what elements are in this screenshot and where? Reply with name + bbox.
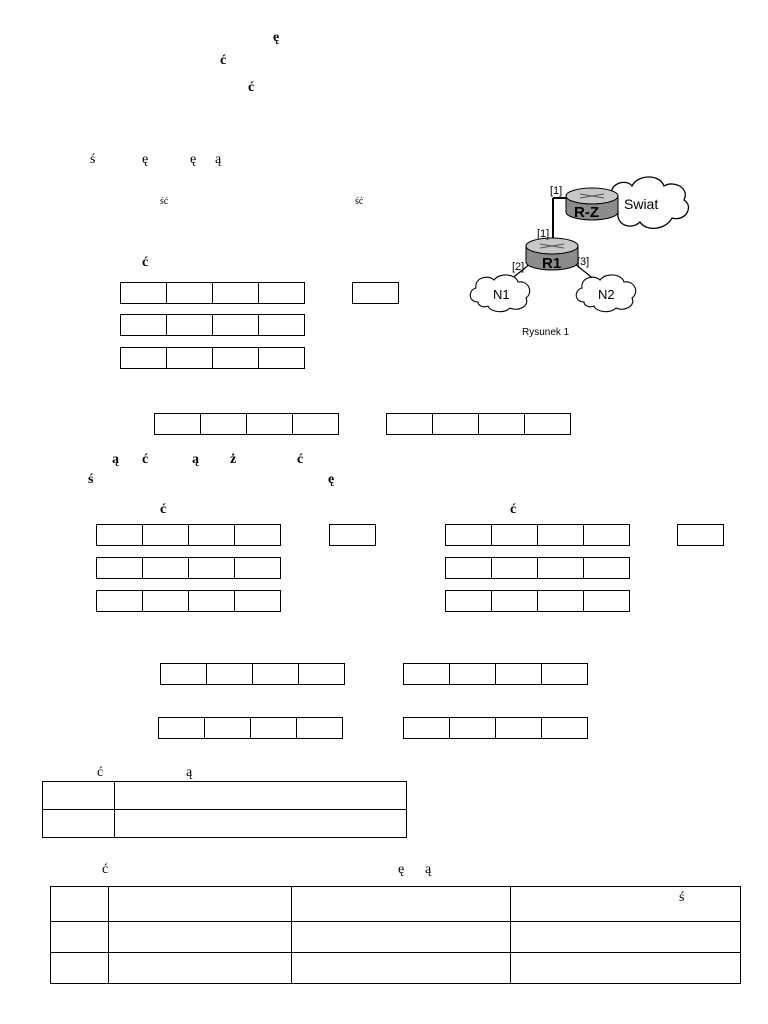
q2-octets-row-4-right bbox=[403, 663, 587, 685]
octet-input[interactable] bbox=[524, 413, 571, 435]
q2-glyph-2: ć bbox=[142, 452, 149, 467]
octet-input[interactable] bbox=[491, 590, 538, 612]
octet-input[interactable] bbox=[96, 590, 143, 612]
q2-octets-row-5-right bbox=[403, 717, 587, 739]
octet-input[interactable] bbox=[166, 282, 213, 304]
q1-sub-glyph-2: ść bbox=[355, 196, 364, 207]
q2-octets-row-5-left bbox=[158, 717, 342, 739]
network-diagram bbox=[460, 170, 700, 345]
octet-input[interactable] bbox=[445, 524, 492, 546]
table-cell[interactable] bbox=[51, 887, 109, 922]
q4-glyph-3: ą bbox=[425, 862, 432, 877]
octet-input[interactable] bbox=[142, 524, 189, 546]
octet-input[interactable] bbox=[120, 282, 167, 304]
table-cell[interactable] bbox=[511, 922, 741, 953]
table-row bbox=[43, 810, 407, 838]
q4-header-glyph: ś bbox=[679, 890, 685, 905]
octet-input[interactable] bbox=[403, 717, 450, 739]
q2-left-prefix-box[interactable] bbox=[329, 524, 376, 546]
octet-input[interactable] bbox=[154, 413, 201, 435]
q2-right-octets-row-2 bbox=[445, 557, 629, 579]
port-label-r1-up: [1] bbox=[537, 228, 550, 240]
diagram-caption: Rysunek 1 bbox=[522, 327, 570, 338]
router-label-r1: R1 bbox=[542, 255, 562, 272]
octet-input[interactable] bbox=[166, 347, 213, 369]
octet-input[interactable] bbox=[537, 524, 584, 546]
octet-input[interactable] bbox=[537, 590, 584, 612]
octet-input[interactable] bbox=[188, 524, 235, 546]
octet-input[interactable] bbox=[583, 524, 630, 546]
address-octets-row-5 bbox=[386, 413, 570, 435]
octet-input[interactable] bbox=[258, 282, 305, 304]
octet-input[interactable] bbox=[403, 663, 450, 685]
octet-input[interactable] bbox=[495, 717, 542, 739]
q2-right-octets-row-1 bbox=[445, 524, 629, 546]
octet-input[interactable] bbox=[204, 717, 251, 739]
octet-input[interactable] bbox=[432, 413, 479, 435]
address-octets-row-1 bbox=[120, 282, 304, 304]
octet-input[interactable] bbox=[258, 314, 305, 336]
q2-glyph-5: ć bbox=[297, 452, 304, 467]
octet-input[interactable] bbox=[541, 663, 588, 685]
octet-input[interactable] bbox=[537, 557, 584, 579]
table-cell[interactable] bbox=[115, 782, 407, 810]
q2-right-prefix-box[interactable] bbox=[677, 524, 724, 546]
q3-glyph-2: ą bbox=[186, 765, 193, 780]
table-row bbox=[43, 782, 407, 810]
octet-input[interactable] bbox=[188, 590, 235, 612]
q2-glyph-7: ę bbox=[328, 472, 335, 487]
octet-input[interactable] bbox=[212, 314, 259, 336]
cloud-label-world: Swiat bbox=[624, 196, 659, 212]
port-label-r1-right: [3] bbox=[577, 256, 590, 268]
q4-glyph-1: ć bbox=[102, 862, 109, 877]
octet-input[interactable] bbox=[234, 557, 281, 579]
table-cell[interactable] bbox=[109, 887, 292, 922]
header-glyph-1: ę bbox=[273, 30, 280, 45]
octet-input[interactable] bbox=[212, 347, 259, 369]
q2-left-octets-row-1 bbox=[96, 524, 280, 546]
table-cell[interactable] bbox=[115, 810, 407, 838]
q1-sub-glyph-1: ść bbox=[160, 196, 169, 207]
q2-glyph-1: ą bbox=[112, 452, 119, 467]
q2-octets-row-4-left bbox=[160, 663, 344, 685]
header-glyph-2: ć bbox=[220, 53, 227, 68]
octet-input[interactable] bbox=[246, 413, 293, 435]
q2-glyph-4: ż bbox=[230, 452, 237, 467]
prefix-box[interactable] bbox=[352, 282, 399, 304]
octet-input[interactable] bbox=[166, 314, 213, 336]
port-label-r1-left: [2] bbox=[512, 261, 525, 273]
table-cell[interactable] bbox=[109, 922, 292, 953]
q2-glyph-3: ą bbox=[192, 452, 199, 467]
q2-left-octets-row-3 bbox=[96, 590, 280, 612]
table-cell[interactable] bbox=[109, 953, 292, 984]
octet-input[interactable] bbox=[96, 557, 143, 579]
q2-label-left: ć bbox=[160, 502, 167, 517]
octet-input[interactable] bbox=[234, 524, 281, 546]
table-row bbox=[51, 887, 741, 922]
octet-input[interactable] bbox=[495, 663, 542, 685]
table-cell[interactable] bbox=[511, 887, 741, 922]
octet-input[interactable] bbox=[234, 590, 281, 612]
octet-input[interactable] bbox=[212, 282, 259, 304]
table-cell[interactable] bbox=[292, 922, 511, 953]
table-cell[interactable] bbox=[511, 953, 741, 984]
octet-input[interactable] bbox=[120, 314, 167, 336]
octet-input[interactable] bbox=[292, 413, 339, 435]
octet-input[interactable] bbox=[96, 524, 143, 546]
table-cell[interactable] bbox=[43, 782, 115, 810]
q1-glyph-3: ę bbox=[190, 152, 197, 167]
octet-input[interactable] bbox=[160, 663, 207, 685]
octet-input[interactable] bbox=[583, 590, 630, 612]
address-octets-row-4 bbox=[154, 413, 338, 435]
octet-input[interactable] bbox=[386, 413, 433, 435]
q3-glyph-1: ć bbox=[97, 765, 104, 780]
octet-input[interactable] bbox=[250, 717, 297, 739]
table-cell[interactable] bbox=[43, 810, 115, 838]
octet-input[interactable] bbox=[478, 413, 525, 435]
q2-glyph-6: ś bbox=[88, 472, 94, 487]
q1-glyph-1: ś bbox=[90, 152, 96, 167]
header-glyph-3: ć bbox=[248, 80, 255, 95]
octet-input[interactable] bbox=[200, 413, 247, 435]
table-cell[interactable] bbox=[51, 922, 109, 953]
q2-label-right: ć bbox=[510, 502, 517, 517]
table-cell[interactable] bbox=[51, 953, 109, 984]
octet-input[interactable] bbox=[296, 717, 343, 739]
octet-input[interactable] bbox=[445, 590, 492, 612]
octet-input[interactable] bbox=[541, 717, 588, 739]
octet-input[interactable] bbox=[142, 557, 189, 579]
octet-input[interactable] bbox=[158, 717, 205, 739]
q1-label-glyph: ć bbox=[142, 255, 149, 270]
q3-answer-table bbox=[42, 781, 407, 838]
table-row bbox=[51, 922, 741, 953]
q1-glyph-4: ą bbox=[215, 152, 222, 167]
address-octets-row-3 bbox=[120, 347, 304, 369]
octet-input[interactable] bbox=[449, 717, 496, 739]
table-cell[interactable] bbox=[292, 887, 511, 922]
cloud-label-n1: N1 bbox=[493, 287, 510, 302]
octet-input[interactable] bbox=[252, 663, 299, 685]
q2-left-octets-row-2 bbox=[96, 557, 280, 579]
octet-input[interactable] bbox=[120, 347, 167, 369]
q4-answer-table bbox=[50, 886, 741, 984]
octet-input[interactable] bbox=[445, 557, 492, 579]
octet-input[interactable] bbox=[188, 557, 235, 579]
q2-right-octets-row-3 bbox=[445, 590, 629, 612]
table-cell[interactable] bbox=[292, 953, 511, 984]
octet-input[interactable] bbox=[142, 590, 189, 612]
port-label-rz: [1] bbox=[550, 185, 563, 197]
q4-glyph-2: ę bbox=[398, 862, 405, 877]
address-octets-row-2 bbox=[120, 314, 304, 336]
octet-input[interactable] bbox=[449, 663, 496, 685]
octet-input[interactable] bbox=[491, 524, 538, 546]
router-label-rz: R-Z bbox=[574, 204, 599, 221]
table-row bbox=[51, 953, 741, 984]
cloud-label-n2: N2 bbox=[598, 287, 615, 302]
q1-glyph-2: ę bbox=[142, 152, 149, 167]
octet-input[interactable] bbox=[298, 663, 345, 685]
octet-input[interactable] bbox=[583, 557, 630, 579]
octet-input[interactable] bbox=[258, 347, 305, 369]
octet-input[interactable] bbox=[206, 663, 253, 685]
octet-input[interactable] bbox=[491, 557, 538, 579]
